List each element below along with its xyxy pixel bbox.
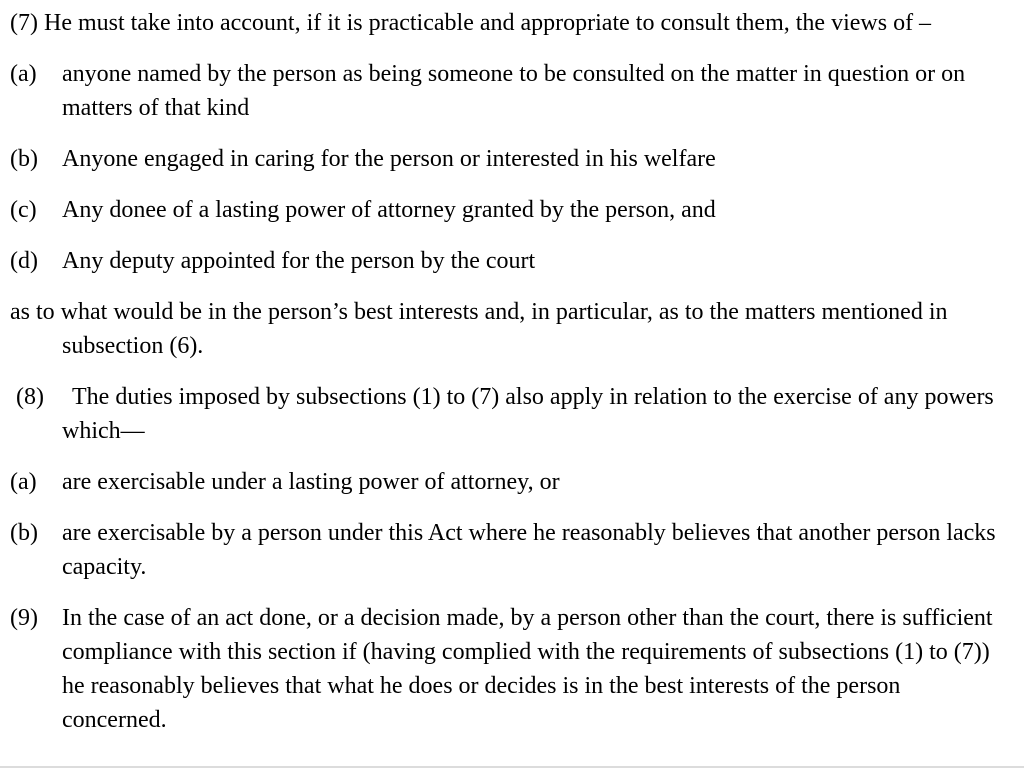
paragraph-label: (7) (10, 10, 38, 36)
paragraph-text: Any donee of a lasting power of attorney granted by the person, and (62, 197, 716, 223)
paragraph-7d (10, 244, 1002, 278)
paragraph-label: (8) (16, 384, 44, 410)
paragraph-text: anyone named by the person as being someone to be consulted on the matter in question or on matters of that kind (62, 61, 966, 121)
paragraph-8b (10, 516, 1002, 584)
paragraph-text: He must take into account, if it is practicable and appropriate to consult them, the views of – (43, 10, 932, 36)
paragraph-label: (b) (10, 146, 38, 172)
paragraph-text: In the case of an act done, or a decision made, by a person other than the court, there is sufficient compliance with this section if (having complied with the requirements of subsections (1) to (7)) he reasonably believes that what he does or decides is in the best interests of the person concerned. (62, 605, 993, 733)
paragraph-label: (a) (10, 469, 37, 495)
paragraph-text: as to what would be in the person’s best interests and, in particular, as to the matters mentioned in subsection (6). (10, 299, 948, 359)
paragraph-text: The duties imposed by subsections (1) to (7) also apply in relation to the exercise of any powers which— (62, 384, 994, 444)
paragraph-label: (9) (10, 605, 38, 631)
paragraph-7b (10, 142, 1002, 176)
paragraph-7 (10, 6, 1002, 40)
paragraph-9 (10, 601, 1002, 737)
paragraph-label: (b) (10, 520, 38, 546)
paragraph-8 (10, 380, 1002, 448)
paragraph-8a (10, 465, 1002, 499)
paragraph-7a (10, 57, 1002, 125)
paragraph-label: (d) (10, 248, 38, 274)
paragraph-text: are exercisable under a lasting power of attorney, or (62, 469, 560, 495)
paragraph-label: (a) (10, 61, 37, 87)
paragraph-text: are exercisable by a person under this Act where he reasonably believes that another person lacks capacity. (62, 520, 996, 580)
paragraph-text: Any deputy appointed for the person by the court (62, 248, 536, 274)
paragraph-text: Anyone engaged in caring for the person or interested in his welfare (62, 146, 716, 172)
paragraph-7c (10, 193, 1002, 227)
paragraph-7-conclusion (10, 295, 1002, 363)
paragraph-label: (c) (10, 197, 37, 223)
